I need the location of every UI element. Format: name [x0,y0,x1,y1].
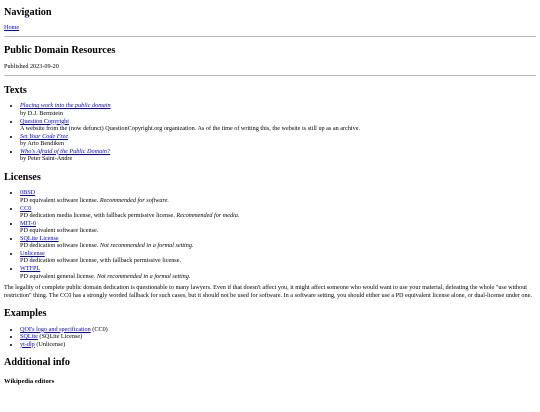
text-link-question-copyright[interactable]: Question Copyright [20,117,69,125]
list-item [20,205,536,220]
page-title: Public Domain Resources [4,45,116,56]
texts-list [4,102,536,163]
license-note: Not recommended in a formal setting. [96,272,191,280]
divider [4,75,536,76]
list-item-desc: A website from the (now defunct) QuestionCopyright.org organization. As of the time of writing this, the website is still up as an archive. [20,125,361,133]
licenses-paragraph: The legality of complete public domain dedication is questionable to many lawyers. Even if that doesn't affect you, it might affect someone who would want to use your material, defeating the whole "use without restriction" thing. The CC0 has a strongly worded fallback for such cases, but it should not be used for software. In a software setting, you should either use a PD equivalent license alone, or dual-license under one. [4,284,532,299]
list-item-desc: by Peter Saint-Andre [20,155,73,163]
license-link-0bsd[interactable]: 0BSD [20,189,36,197]
example-license: (Unlicense) [34,340,66,348]
example-link-yt-dlp[interactable]: yt-dlp [20,340,35,348]
list-item-desc: by Arto Bendiken [20,140,64,148]
licenses-list [4,189,536,280]
text-link-set-your-code-free[interactable]: Set Your Code Free [20,132,69,140]
license-link-mit-0[interactable]: MIT-0 [20,219,36,227]
text-link-bernstein[interactable]: Placing work into the public domain [20,102,111,110]
licenses-heading: Licenses [4,171,41,183]
list-item [20,265,536,280]
license-link-sqlite[interactable]: SQLite License [20,234,59,242]
example-license: (SQLite License) [37,333,83,341]
license-desc: PD dedication software license. [20,242,100,250]
divider [4,36,536,37]
list-item [20,148,536,163]
additional-info-heading: Additional info [4,357,70,369]
list-item [20,189,536,204]
list-item [20,102,536,117]
license-link-cc0[interactable]: CC0 [20,204,32,212]
license-note: Not recommended in a formal setting. [99,242,194,250]
published-date: Published 2023-09-20 [4,63,59,71]
license-note: Recommended for software. [99,196,169,204]
license-desc: PD dedication media license, with fallback permissive license. [20,212,177,220]
list-item [20,250,536,265]
examples-list [4,326,536,349]
license-desc: PD equivalent general license. [20,272,97,280]
home-line [4,24,536,32]
list-item [20,333,536,341]
home-link[interactable]: Home [4,24,20,32]
list-item [20,326,536,334]
list-item [20,341,536,349]
examples-heading: Examples [4,308,47,320]
texts-heading: Texts [4,85,27,96]
list-item-desc: by D.J. Bernstein [20,110,63,117]
nav-heading: Navigation [4,7,52,18]
license-note: Recommended for media. [176,212,240,220]
list-item [20,220,536,235]
list-item [20,235,536,250]
license-link-unlicense[interactable]: Unlicense [20,249,45,257]
list-item [20,133,536,148]
text-link-whos-afraid[interactable]: Who's Afraid of the Public Domain? [20,147,111,155]
wikipedia-editors-heading: Wikipedia editors [4,377,55,385]
license-desc: PD equivalent software license. [20,227,99,235]
example-link-qoi[interactable]: QOI's logo and specification [20,325,91,333]
license-desc: PD equivalent software license. [20,196,100,204]
license-desc: PD dedication software license, with fallback permissive license. [20,257,181,265]
list-item [20,118,536,133]
example-link-sqlite[interactable]: SQLite [20,333,38,341]
page [0,7,540,386]
license-link-wtfpl[interactable]: WTFPL [20,265,41,272]
example-license: (CC0) [90,325,108,333]
